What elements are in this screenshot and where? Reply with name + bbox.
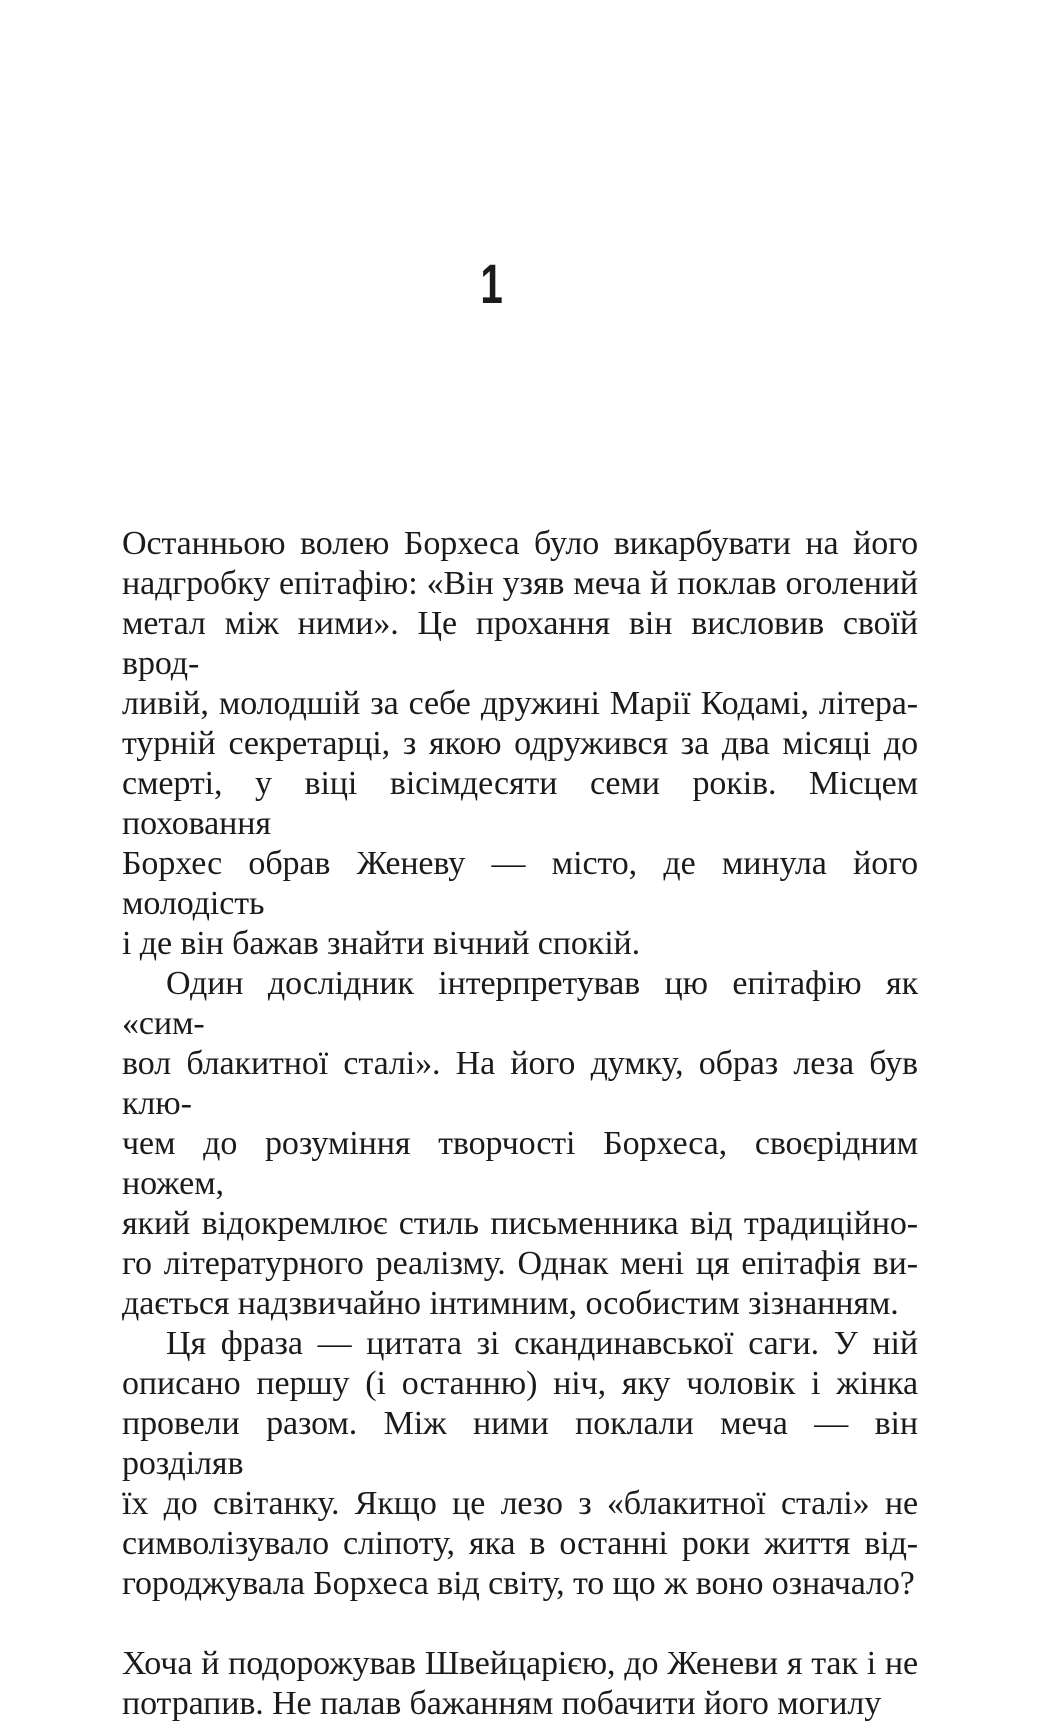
text-line: який відокремлює стиль письменника від традиційно- [122,1205,918,1242]
paragraph [122,1324,918,1604]
text-line: вол блакитної сталі». На його думку, образ леза був клю- [122,1045,918,1122]
text-line: турній секретарці, з якою одружився за два місяці до [122,725,918,762]
text-line: і де він бажав знайти вічний спокій. [122,925,641,962]
paragraph [122,1644,918,1724]
text-line: потрапив. Не палав бажанням побачити його могилу [122,1685,882,1722]
text-line: Борхес обрав Женеву — місто, де минула його молодість [122,845,918,922]
text-line: символізувало сліпоту, яка в останні роки життя від- [122,1525,918,1562]
text-line: Ця фраза — цитата зі скандинавської саги. У ній [166,1325,918,1362]
paragraph [122,524,918,964]
text-line: ливій, молодшій за себе дружині Марії Кодамі, літера- [122,685,918,722]
text-line: метал між ними». Це прохання він висловив своїй врод- [122,605,918,682]
chapter-number [0,252,1040,315]
chapter-number-digit: 1 [480,252,504,315]
text-line: Один дослідник інтерпретував цю епітафію як «сим- [122,965,918,1042]
text-line: чем до розуміння творчості Борхеса, своєрідним ножем, [122,1125,918,1202]
text-line: їх до світанку. Якщо це лезо з «блакитної сталі» не [122,1485,918,1522]
text-line: провели разом. Між ними поклали меча — він розділяв [122,1405,918,1482]
text-line: смерті, у віці вісімдесяти семи років. Місцем поховання [122,765,918,842]
paragraph [122,964,918,1324]
text-line: надгробку епітафію: «Він узяв меча й поклав оголений [122,565,918,602]
text-line: Хоча й подорожував Швейцарією, до Женеви я так і не [122,1645,918,1682]
text-line: го літературного реалізму. Однак мені ця епітафія ви- [122,1245,918,1282]
text-line: городжувала Борхеса від світу, то що ж воно означало? [122,1565,915,1602]
body-text [122,524,918,1724]
text-line: дається надзвичайно інтимним, особистим зізнанням. [122,1285,899,1322]
text-line: Останньою волею Борхеса було викарбувати на його [122,525,918,562]
text-line: описано першу (і останню) ніч, яку чоловік і жінка [122,1365,918,1402]
